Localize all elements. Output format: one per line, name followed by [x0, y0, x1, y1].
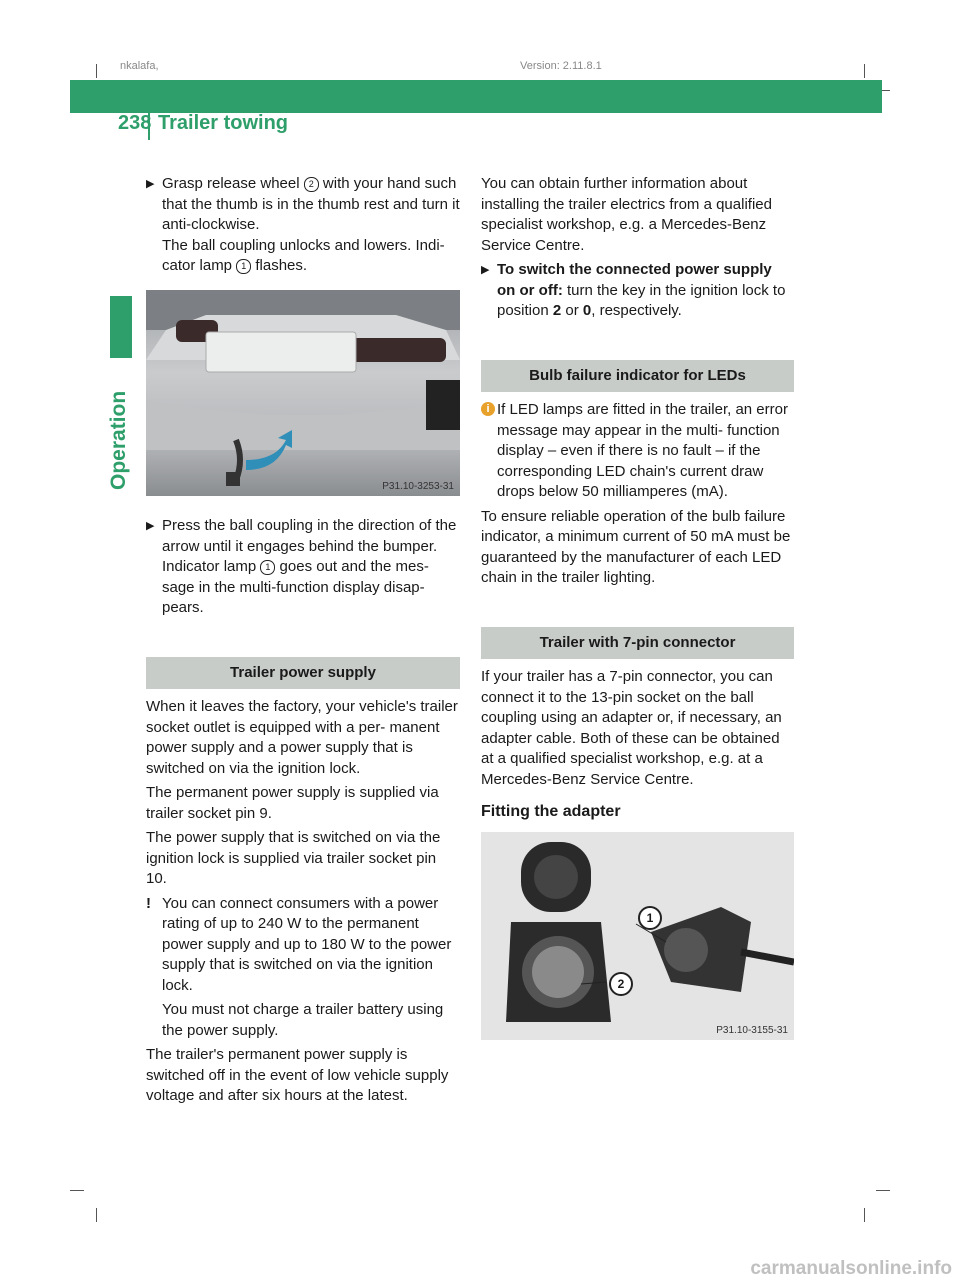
callout-1-icon: 1	[260, 560, 275, 575]
paragraph: The power supply that is switched on via the ignition lock is supplied via trailer socket pin 10.	[146, 829, 441, 887]
image-code: P31.10-3253-31	[382, 481, 454, 492]
warning-note: ! You can connect consumers with a power rating of up to 240 W to the permanent power supply and up to 180 W to the power supply that is switched on via the ignition lock.	[146, 894, 452, 994]
left-column	[146, 174, 460, 277]
callout-1-icon: 1	[236, 259, 251, 274]
crop-mark	[96, 64, 97, 78]
socket-adapter-illustration	[481, 832, 794, 1040]
section-heading: Trailer with 7-pin connector	[481, 627, 794, 660]
paragraph: To ensure reliable operation of the bulb failure indicator, a minimum current of 50 mA must be guaranteed by the manufacturer of each LED chain in the trailer lighting.	[481, 507, 791, 586]
page-number: 238	[118, 112, 152, 134]
section-heading: Bulb failure indicator for LEDs	[481, 360, 794, 393]
right-column	[481, 174, 794, 823]
warning-icon: !	[146, 894, 151, 912]
crop-mark	[96, 1208, 97, 1222]
step-grasp-wheel: ▶ Grasp release wheel 2 with your hand such that the thumb is in the thumb rest and turn it anti-clockwise.	[146, 175, 460, 233]
step-arrow-icon: ▶	[146, 520, 155, 532]
left-column-lower	[146, 516, 460, 1107]
section-tab-marker	[110, 296, 132, 358]
paragraph: If your trailer has a 7-pin connector, you can connect it to the 13-pin socket on the ball coupling using an adapter or, if necessary, an adapter cable. Both of these can be obtained at a qualified specialist workshop, e.g. at a Mercedes-Benz Service Centre.	[481, 668, 782, 788]
step-press-coupling: ▶ Press the ball coupling in the direction of the arrow until it engages behind the bumper.	[146, 517, 457, 555]
callout-1-icon: 1	[638, 906, 662, 930]
paragraph: The permanent power supply is supplied via trailer socket pin 9.	[146, 784, 439, 822]
step-switch-power: ▶ To switch the connected power supply on or off: turn the key in the ignition lock to position 2 or 0, respectively.	[481, 261, 786, 319]
callout-2-icon: 2	[304, 177, 319, 192]
page-title: Trailer towing	[158, 112, 289, 134]
image-code: P31.10-3155-31	[716, 1025, 788, 1036]
step-result: The ball coupling unlocks and lowers. Indi- cator lamp 1 flashes.	[162, 236, 445, 274]
watermark: carmanualsonline.info	[750, 1258, 952, 1279]
subheading: Fitting the adapter	[481, 803, 621, 820]
section-tab-label: Operation	[107, 390, 130, 490]
callout-2-icon: 2	[609, 972, 633, 996]
running-header-left: nkalafa,	[120, 60, 159, 72]
ball-coupling-photo	[146, 290, 460, 496]
step-arrow-icon: ▶	[481, 264, 490, 276]
paragraph: You can obtain further information about installing the trailer electrics from a qualified specialist workshop, e.g. a Mercedes-Benz Service Centre.	[481, 175, 772, 254]
section-heading: Trailer power supply	[146, 657, 460, 690]
crop-mark	[864, 1208, 865, 1222]
crop-mark	[864, 64, 865, 78]
step-result: Indicator lamp 1 goes out and the mes- sage in the multi-function display disap- pears.	[162, 558, 429, 616]
step-arrow-icon: ▶	[146, 178, 155, 190]
car-rear-illustration	[146, 290, 460, 496]
info-icon: i	[481, 402, 495, 416]
crop-mark	[70, 1190, 84, 1191]
paragraph: The trailer's permanent power supply is switched off in the event of low vehicle supply voltage and after six hours at the latest.	[146, 1046, 449, 1104]
warning-note-continued: You must not charge a trailer battery using the power supply.	[162, 1001, 444, 1039]
running-header-right: Version: 2.11.8.1	[520, 60, 602, 72]
adapter-photo	[481, 832, 794, 1040]
info-note: i If LED lamps are fitted in the trailer, an error message may appear in the multi- function display – even if there is no fault – if the corresponding LED chain's current draw drops below 50 milliamperes (mA).	[481, 400, 794, 503]
paragraph: When it leaves the factory, your vehicle's trailer socket outlet is equipped with a per- manent power supply and a power supply that is switched on via the ignition lock.	[146, 698, 458, 777]
crop-mark	[876, 1190, 890, 1191]
